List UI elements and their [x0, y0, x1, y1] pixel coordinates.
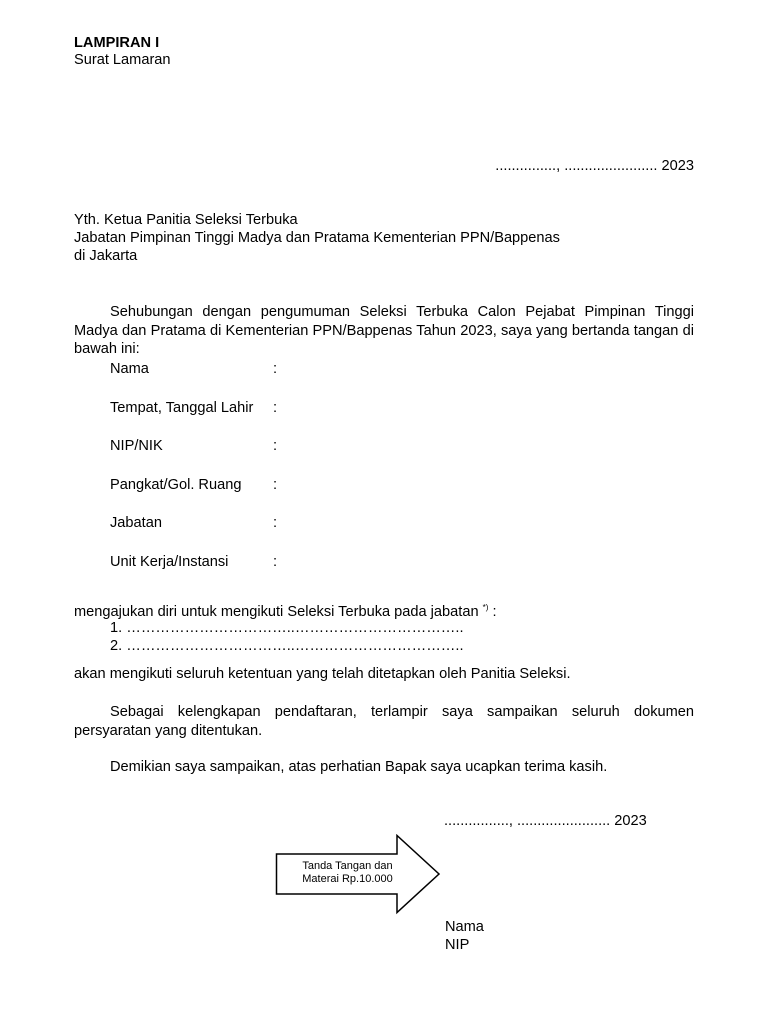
recipient-line-1: Yth. Ketua Panitia Seleksi Terbuka — [74, 212, 298, 228]
field-colon: : — [273, 400, 278, 416]
field-label-nip-nik: NIP/NIK — [110, 438, 163, 454]
position-item-1: 1. ……………………………..…………………………….. — [110, 620, 464, 636]
letter-type: Surat Lamaran — [74, 52, 171, 68]
signature-note-line-2: Materai Rp.10.000 — [302, 873, 393, 885]
intro-paragraph — [74, 303, 694, 359]
field-colon: : — [273, 438, 278, 454]
field-label-tempat-tanggal-lahir: Tempat, Tanggal Lahir — [110, 400, 254, 416]
signer-nip-label: NIP — [445, 937, 470, 953]
compliance-statement: akan mengikuti seluruh ketentuan yang telah ditetapkan oleh Panitia Seleksi. — [74, 666, 571, 682]
position-request-text: mengajukan diri untuk mengikuti Seleksi Terbuka pada jabatan — [74, 604, 483, 620]
attachment-paragraph — [74, 703, 694, 740]
position-item-2: 2. ……………………………..…………………………….. — [110, 638, 464, 654]
field-label-jabatan: Jabatan — [110, 515, 162, 531]
footnote-marker: *) — [482, 603, 489, 612]
signer-name-label: Nama — [445, 919, 484, 935]
date-line-bottom: ................, ....................... 2023 — [444, 813, 647, 829]
signature-stamp-note — [285, 860, 410, 886]
field-colon: : — [273, 361, 278, 377]
attachment-title: LAMPIRAN I — [74, 35, 160, 51]
field-label-pangkat: Pangkat/Gol. Ruang — [110, 477, 242, 493]
field-label-unit-kerja: Unit Kerja/Instansi — [110, 554, 229, 570]
recipient-line-3: di Jakarta — [74, 248, 138, 264]
field-colon: : — [273, 554, 278, 570]
date-line-top: ..............., ....................... 2023 — [495, 158, 694, 174]
position-request-suffix: : — [488, 604, 497, 620]
attachment-text: Sebagai kelengkapan pendaftaran, terlampir saya sampaikan seluruh dokumen persyaratan yang ditentukan. — [74, 704, 694, 739]
intro-text: Sehubungan dengan pengumuman Seleksi Terbuka Calon Pejabat Pimpinan Tinggi Madya dan Pratama di Kementerian PPN/Bappenas Tahun 2023, saya yang bertanda tangan di bawah ini: — [74, 304, 694, 357]
field-colon: : — [273, 515, 278, 531]
field-label-nama: Nama — [110, 361, 149, 377]
field-colon: : — [273, 477, 278, 493]
closing-statement: Demikian saya sampaikan, atas perhatian Bapak saya ucapkan terima kasih. — [110, 759, 608, 775]
position-request — [74, 599, 497, 621]
recipient-line-2: Jabatan Pimpinan Tinggi Madya dan Pratama Kementerian PPN/Bappenas — [74, 230, 560, 246]
signature-note-line-1: Tanda Tangan dan — [302, 860, 393, 872]
